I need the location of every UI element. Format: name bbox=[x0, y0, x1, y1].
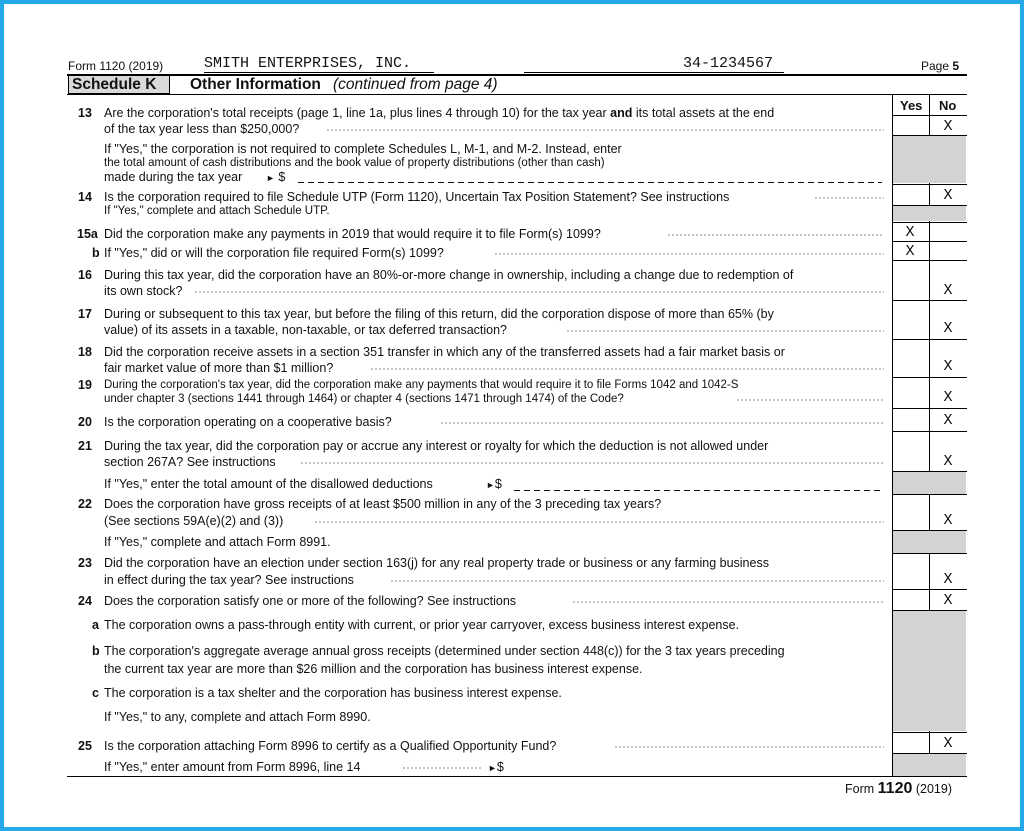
q13-line2: of the tax year less than $250,000? bbox=[104, 122, 300, 136]
answer-24-no[interactable]: X bbox=[943, 592, 953, 609]
gray-22 bbox=[893, 531, 966, 553]
q13-amount-line[interactable] bbox=[298, 182, 882, 183]
row-line bbox=[892, 260, 967, 261]
answer-21-no[interactable]: X bbox=[943, 453, 953, 470]
q25-line1: Is the corporation attaching Form 8996 to certify as a Qualified Opportunity Fund? bbox=[104, 739, 557, 753]
q16-number: 16 bbox=[78, 268, 92, 282]
q22-line2: (See sections 59A(e)(2) and (3)) bbox=[104, 514, 284, 528]
q13-line3: If "Yes," the corporation is not required to complete Schedules L, M-1, and M-2. Instead, enter bbox=[104, 142, 622, 156]
gray-24 bbox=[893, 611, 966, 731]
section-subtitle: (continued from page 4) bbox=[333, 76, 498, 93]
q21-number: 21 bbox=[78, 439, 92, 453]
leader-dots bbox=[494, 246, 884, 256]
q25-arrow-dollar bbox=[488, 760, 504, 775]
q13-line1-post: its total assets at the end bbox=[635, 106, 775, 120]
q21-dollar: $ bbox=[494, 477, 502, 491]
q15a-number: 15a bbox=[77, 227, 98, 241]
leader-dots bbox=[402, 760, 482, 770]
q13-dollar: $ bbox=[278, 170, 286, 184]
q23-number: 23 bbox=[78, 556, 92, 570]
q23-line2: in effect during the tax year? See instructions bbox=[104, 573, 354, 587]
q19-line1: During the corporation's tax year, did the corporation make any payments that would require it to file Forms 1042 and 1042-S bbox=[104, 379, 739, 391]
q13-line1 bbox=[104, 106, 774, 120]
q17-line1: During or subsequent to this tax year, but before the filing of this return, did the corporation dispose of more than 65% (by bbox=[104, 307, 774, 321]
leader-dots bbox=[667, 227, 884, 237]
q17-line2: value) of its assets in a taxable, non-taxable, or tax deferred transaction? bbox=[104, 323, 508, 337]
ein: 34-1234567 bbox=[683, 55, 774, 72]
answer-23-no[interactable]: X bbox=[943, 571, 953, 588]
q13-line4: the total amount of cash distributions and the book value of property distributions (other than cash) bbox=[104, 157, 605, 169]
q14-line2: If "Yes," complete and attach Schedule UTP. bbox=[104, 205, 330, 217]
q21-line1: During the tax year, did the corporation pay or accrue any interest or royalty for which the deduction is not allowed under bbox=[104, 439, 769, 453]
schedule-label: Schedule K bbox=[72, 76, 157, 93]
q13-number: 13 bbox=[78, 106, 92, 120]
row-line bbox=[892, 241, 967, 242]
q21-line2: section 267A? See instructions bbox=[104, 455, 276, 469]
q24b-letter: b bbox=[92, 644, 100, 658]
q22-line3: If "Yes," complete and attach Form 8991. bbox=[104, 535, 331, 549]
no-header: No bbox=[939, 98, 957, 113]
gray-14 bbox=[893, 206, 966, 221]
q24c-letter: c bbox=[92, 686, 99, 700]
q23-line1: Did the corporation have an election under section 163(j) for any real property trade or business or any farming business bbox=[104, 556, 769, 570]
q24-line1: Does the corporation satisfy one or more of the following? See instructions bbox=[104, 594, 517, 608]
row-line bbox=[892, 471, 967, 472]
q15a-line1: Did the corporation make any payments in 2019 that would require it to file Form(s) 1099? bbox=[104, 227, 601, 241]
q24b-line1: The corporation's aggregate average annual gross receipts (determined under section 448(c)) for the 3 tax years preceding bbox=[104, 644, 785, 658]
q19-line2: under chapter 3 (sections 1441 through 1464) or chapter 4 (sections 1471 through 1474) of the Code? bbox=[104, 393, 624, 405]
leader-dots bbox=[572, 594, 884, 604]
row-line bbox=[892, 205, 967, 206]
answer-19-no[interactable]: X bbox=[943, 389, 953, 406]
q24b-line2: the current tax year are more than $26 million and the corporation has business interest expense. bbox=[104, 662, 643, 676]
arrow-icon: ► bbox=[488, 763, 497, 773]
q17-number: 17 bbox=[78, 307, 92, 321]
q25-number: 25 bbox=[78, 739, 92, 753]
answer-25-no[interactable]: X bbox=[943, 735, 953, 752]
row-line bbox=[892, 589, 967, 590]
q18-number: 18 bbox=[78, 345, 92, 359]
gray-13 bbox=[893, 136, 966, 183]
q19-number: 19 bbox=[78, 378, 92, 392]
q25-dollar: $ bbox=[496, 760, 504, 774]
row-line bbox=[892, 135, 967, 136]
footer-year: (2019) bbox=[915, 782, 952, 796]
col-header-rule bbox=[892, 115, 967, 116]
answer-15a-yes[interactable]: X bbox=[905, 224, 915, 241]
row-line bbox=[892, 300, 967, 301]
q24-if-yes: If "Yes," to any, complete and attach Form 8990. bbox=[104, 710, 371, 724]
q16-line1: During this tax year, did the corporation have an 80%-or-more change in ownership, including a change due to redemption of bbox=[104, 268, 794, 282]
section-title: Other Information bbox=[190, 76, 321, 93]
q14-number: 14 bbox=[78, 190, 92, 204]
q24a-letter: a bbox=[92, 618, 99, 632]
gray-25 bbox=[893, 754, 966, 777]
name-underline bbox=[204, 72, 434, 73]
leader-dots bbox=[614, 739, 884, 749]
leader-dots bbox=[814, 190, 884, 200]
form-label: Form 1120 (2019) bbox=[68, 59, 164, 73]
row-line bbox=[892, 530, 967, 531]
q24c-text: The corporation is a tax shelter and the corporation has business interest expense. bbox=[104, 686, 562, 700]
q13-line1-bold: and bbox=[610, 106, 633, 120]
q22-line1: Does the corporation have gross receipts of at least $500 million in any of the 3 preceding tax years? bbox=[104, 497, 662, 511]
leader-dots bbox=[736, 392, 884, 402]
leader-dots bbox=[440, 415, 884, 425]
page-number: 5 bbox=[952, 59, 960, 73]
q15b-number: b bbox=[92, 246, 100, 260]
q20-line1: Is the corporation operating on a cooperative basis? bbox=[104, 415, 392, 429]
arrow-icon: ► bbox=[266, 173, 275, 183]
row-line bbox=[892, 222, 967, 223]
answer-20-no[interactable]: X bbox=[943, 412, 953, 429]
leader-dots bbox=[194, 284, 884, 294]
company-name: SMITH ENTERPRISES, INC. bbox=[204, 55, 412, 72]
answer-18-no[interactable]: X bbox=[943, 358, 953, 375]
row-line bbox=[892, 753, 967, 754]
q13-arrow-dollar bbox=[266, 170, 285, 185]
answer-13-no[interactable]: X bbox=[943, 118, 953, 135]
footer-form-ref bbox=[845, 782, 952, 796]
row-line bbox=[892, 494, 967, 495]
row-line bbox=[892, 377, 967, 378]
footer-form-number: 1120 bbox=[877, 780, 913, 797]
q16-line2: its own stock? bbox=[104, 284, 183, 298]
row-line bbox=[892, 339, 967, 340]
leader-dots bbox=[566, 323, 884, 333]
q22-number: 22 bbox=[78, 497, 92, 511]
bottom-rule bbox=[67, 776, 967, 777]
answer-17-no[interactable]: X bbox=[943, 320, 953, 337]
schedule-k-box bbox=[68, 75, 170, 94]
leader-dots bbox=[314, 514, 884, 524]
answer-14-no[interactable]: X bbox=[943, 187, 953, 204]
row-line bbox=[892, 553, 967, 554]
row-line bbox=[892, 184, 967, 185]
yes-header: Yes bbox=[900, 98, 923, 113]
answer-22-no[interactable]: X bbox=[943, 512, 953, 529]
q18-line2: fair market value of more than $1 million? bbox=[104, 361, 334, 375]
row-line bbox=[892, 408, 967, 409]
q21-amount-line[interactable] bbox=[514, 490, 882, 491]
row-line bbox=[892, 610, 967, 611]
q20-number: 20 bbox=[78, 415, 92, 429]
row-line bbox=[892, 431, 967, 432]
q25-line2: If "Yes," enter amount from Form 8996, line 14 bbox=[104, 760, 361, 774]
page-label-text: Page bbox=[921, 59, 950, 73]
q14-line1: Is the corporation required to file Schedule UTP (Form 1120), Uncertain Tax Position Statement? See instructions bbox=[104, 190, 730, 204]
answer-15b-yes[interactable]: X bbox=[905, 243, 915, 260]
q13-line1-pre: Are the corporation's total receipts (page 1, line 1a, plus lines 4 through 10) for the tax year bbox=[104, 106, 607, 120]
leader-dots bbox=[326, 122, 884, 132]
q21-line3: If "Yes," enter the total amount of the disallowed deductions bbox=[104, 477, 433, 491]
page-label bbox=[921, 59, 959, 73]
q21-arrow-dollar bbox=[486, 477, 502, 492]
q13-line5: made during the tax year bbox=[104, 170, 243, 184]
q15b-line1: If "Yes," did or will the corporation file required Form(s) 1099? bbox=[104, 246, 444, 260]
ein-underline bbox=[524, 72, 784, 73]
leader-dots bbox=[300, 455, 884, 465]
q24-number: 24 bbox=[78, 594, 92, 608]
q18-line1: Did the corporation receive assets in a section 351 transfer in which any of the transferred assets had a fair market basis or bbox=[104, 345, 785, 359]
row-line bbox=[892, 732, 967, 733]
arrow-icon: ► bbox=[486, 480, 495, 490]
gray-21 bbox=[893, 472, 966, 494]
answer-16-no[interactable]: X bbox=[943, 282, 953, 299]
footer-form-word: Form bbox=[845, 782, 875, 796]
leader-dots bbox=[370, 361, 884, 371]
section-rule bbox=[67, 94, 967, 95]
q24a-text: The corporation owns a pass-through entity with current, or prior year carryover, excess business interest expense. bbox=[104, 618, 740, 632]
leader-dots bbox=[390, 573, 884, 583]
